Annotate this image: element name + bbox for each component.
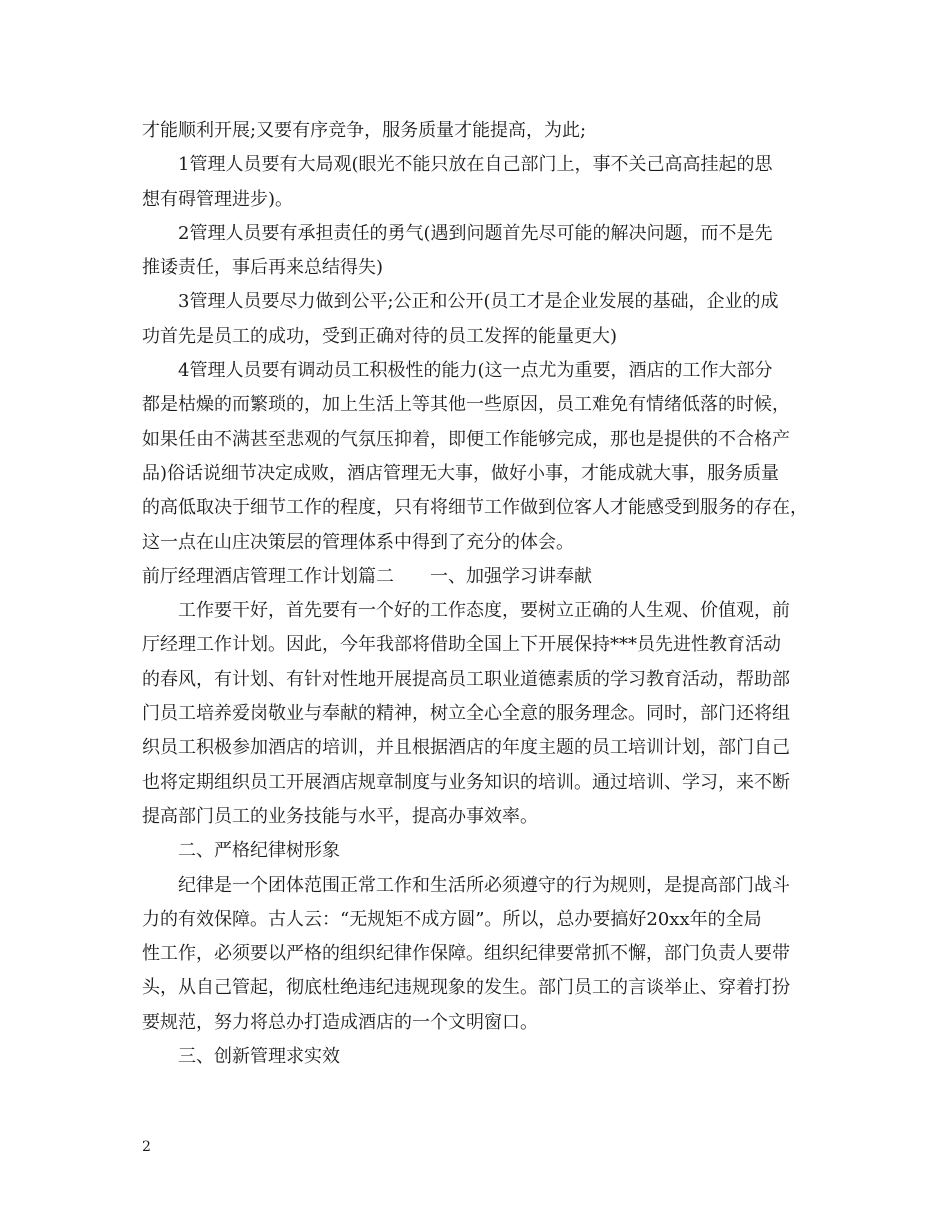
text-line: 三、创新管理求实效 bbox=[178, 1046, 340, 1068]
text-line: 要规范，努力将总办打造成酒店的一个文明窗口。 bbox=[142, 1011, 538, 1033]
text-line: 织员工积极参加酒店的培训，并且根据酒店的年度主题的员工培训计划，部门自己 bbox=[142, 737, 790, 759]
text-line: 1管理人员要有大局观(眼光不能只放在自己部门上，事不关己高高挂起的思 bbox=[178, 154, 773, 176]
text-line: 二、严格纪律树形象 bbox=[178, 840, 340, 862]
text-line: 功首先是员工的成功，受到正确对待的员工发挥的能量更大) bbox=[142, 325, 618, 347]
text-line: 门员工培养爱岗敬业与奉献的精神，树立全心全意的服务理念。同时，部门还将组 bbox=[142, 703, 790, 725]
text-line: 力的有效保障。古人云：“无规矩不成方圆”。所以，总办要搞好20xx年的全局 bbox=[142, 908, 762, 930]
text-line: 这一点在山庄决策层的管理体系中得到了充分的体会。 bbox=[142, 531, 574, 553]
text-line: 头，从自己管起，彻底杜绝违纪违规现象的发生。部门员工的言谈举止、穿着打扮 bbox=[142, 977, 790, 999]
document-body bbox=[142, 114, 812, 1074]
text-line: 才能顺利开展;又要有序竞争，服务质量才能提高，为此; bbox=[142, 120, 587, 141]
text-line: 2管理人员要有承担责任的勇气(遇到问题首先尽可能的解决问题，而不是先 bbox=[178, 222, 773, 244]
text-line: 想有碍管理进步)。 bbox=[142, 188, 294, 210]
text-line: 的春风，有计划、有针对性地开展提高员工职业道德素质的学习教育活动，帮助部 bbox=[142, 668, 790, 690]
text-line: 都是枯燥的而繁琐的，加上生活上等其他一些原因，员工难免有情绪低落的时候， bbox=[142, 394, 790, 416]
text-line: 提高部门员工的业务技能与水平，提高办事效率。 bbox=[142, 805, 538, 827]
text-line: 的高低取决于细节工作的程度，只有将细节工作做到位客人才能感受到服务的存在， bbox=[142, 497, 808, 519]
text-line: 前厅经理酒店管理工作计划篇二 一、加强学习讲奉献 bbox=[142, 565, 592, 587]
page-number: 2 bbox=[142, 1139, 151, 1155]
text-line: 厅经理工作计划。因此，今年我部将借助全国上下开展保持***员先进性教育活动 bbox=[142, 634, 781, 656]
text-line: 推诿责任，事后再来总结得失) bbox=[142, 257, 384, 279]
text-line: 工作要干好，首先要有一个好的工作态度，要树立正确的人生观、价值观，前 bbox=[178, 600, 790, 622]
text-line: 也将定期组织员工开展酒店规章制度与业务知识的培训。通过培训、学习，来不断 bbox=[142, 771, 790, 793]
text-line: 如果任由不满甚至悲观的气氛压抑着，即便工作能够完成，那也是提供的不合格产 bbox=[142, 428, 790, 450]
text-line: 性工作，必须要以严格的组织纪律作保障。组织纪律要常抓不懈，部门负责人要带 bbox=[142, 943, 790, 965]
text-line: 品)俗话说细节决定成败，酒店管理无大事，做好小事，才能成就大事，服务质量 bbox=[142, 462, 780, 484]
text-line: 3管理人员要尽力做到公平;公正和公开(员工才是企业发展的基础，企业的成 bbox=[178, 291, 779, 313]
text-line: 纪律是一个团体范围正常工作和生活所必须遵守的行为规则，是提高部门战斗 bbox=[178, 874, 790, 896]
text-line: 4管理人员要有调动员工积极性的能力(这一点尤为重要，酒店的工作大部分 bbox=[178, 360, 773, 382]
